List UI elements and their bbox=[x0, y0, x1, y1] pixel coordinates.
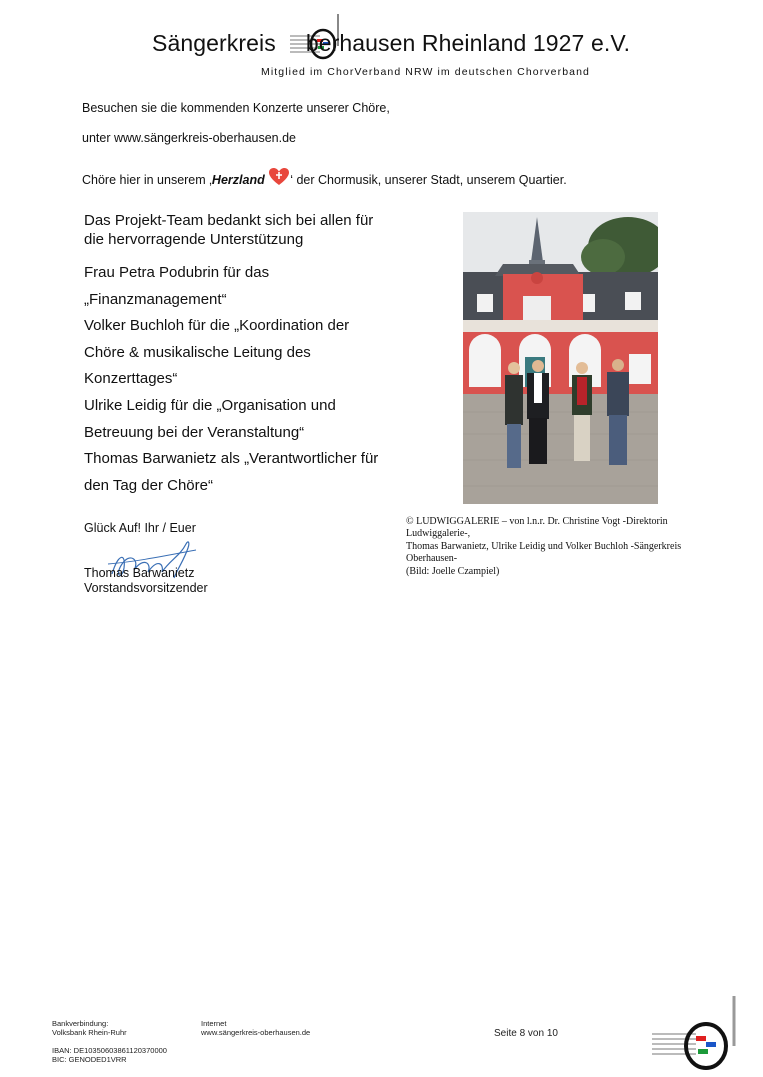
caption-line: Ludwiggalerie-, bbox=[406, 528, 471, 540]
title-part-2: berhausen Rheinland 1927 e.V. bbox=[305, 30, 631, 56]
thanks-line: „Finanzmanagement“ bbox=[84, 290, 227, 308]
caption-line: Thomas Barwanietz, Ulrike Leidig und Volker Buchloh -Sängerkreis bbox=[406, 540, 682, 552]
signatory-name: Thomas Barwanietz bbox=[84, 566, 195, 580]
thanks-line: Konzerttages“ bbox=[84, 370, 178, 388]
footer-iban bbox=[52, 1046, 167, 1064]
thanks-line: Volker Buchloh für die „Koordination der bbox=[84, 317, 350, 335]
footer-bank bbox=[52, 1019, 127, 1037]
title-part-1: Sängerkreis bbox=[152, 30, 276, 56]
caption-line: Oberhausen- bbox=[406, 553, 458, 565]
bank-name: Volksbank Rhein-Ruhr bbox=[52, 1028, 127, 1037]
footer-internet bbox=[201, 1019, 310, 1037]
thanks-heading bbox=[84, 211, 414, 249]
group-photo bbox=[463, 212, 658, 504]
page-subtitle: Mitglied im ChorVerband NRW im deutschen Chorverband bbox=[261, 66, 590, 78]
closing-greeting: Glück Auf! Ihr / Euer bbox=[84, 521, 196, 535]
internet-url[interactable]: www.sängerkreis-oberhausen.de bbox=[201, 1028, 311, 1037]
intro-line-3-post: ‘ der Chormusik, unserer Stadt, unserem Quartier. bbox=[290, 173, 567, 187]
heart-icon bbox=[268, 167, 290, 187]
intro-line-2: unter www.sängerkreis-oberhausen.de bbox=[82, 131, 297, 145]
caption-line: (Bild: Joelle Czampiel) bbox=[406, 565, 500, 577]
intro-line-3 bbox=[82, 167, 567, 187]
thanks-line: Frau Petra Podubrin für das bbox=[84, 264, 270, 281]
herzland-word: Herzland bbox=[211, 173, 265, 187]
intro-line-1: Besuchen sie die kommenden Konzerte unserer Chöre, bbox=[82, 101, 390, 115]
page-title bbox=[152, 30, 630, 57]
bank-label: Bankverbindung: bbox=[52, 1019, 109, 1028]
thanks-line: Betreuung bei der Veranstaltung“ bbox=[84, 423, 305, 441]
choir-logo-icon bbox=[652, 994, 744, 1070]
intro-line-3-pre: Chöre hier in unserem ‚ bbox=[82, 173, 212, 187]
thanks-heading-line-1: Das Projekt-Team bedankt sich bei allen für bbox=[84, 212, 374, 229]
thanks-line: Ulrike Leidig für die „Organisation und bbox=[84, 396, 336, 414]
photo-caption bbox=[406, 516, 706, 578]
page-number: Seite 8 von 10 bbox=[494, 1028, 558, 1039]
iban: IBAN: DE10350603861120370000 bbox=[52, 1046, 167, 1055]
bic: BIC: GENODED1VRR bbox=[52, 1055, 127, 1064]
signatory-role: Vorstandsvorsitzender bbox=[84, 581, 208, 595]
thanks-line: Thomas Barwanietz als „Verantwortlicher für bbox=[84, 450, 379, 468]
thanks-line: den Tag der Chöre“ bbox=[84, 476, 213, 494]
thanks-line: Chöre & musikalische Leitung des bbox=[84, 343, 311, 361]
thanks-heading-line-2: die hervorragende Unterstützung bbox=[84, 231, 304, 248]
internet-label: Internet bbox=[201, 1019, 227, 1028]
caption-line: © LUDWIGGALERIE – von l.n.r. Dr. Christine Vogt -Direktorin bbox=[406, 516, 668, 527]
thanks-list bbox=[84, 263, 414, 502]
